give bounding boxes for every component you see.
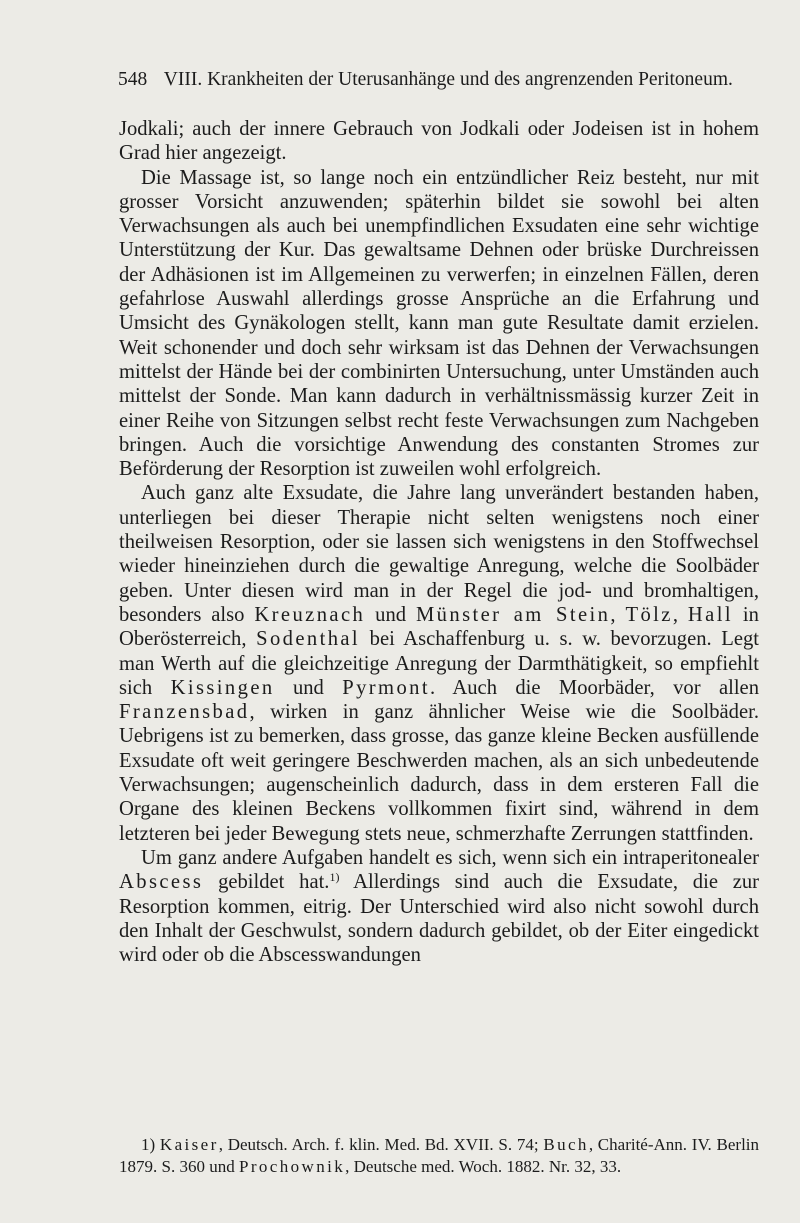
body-text [119,117,759,967]
place-name: Hall [687,603,733,626]
text-run: und [292,676,324,699]
paragraph-3 [119,481,759,845]
author-name: Prochownik [238,1157,346,1176]
text-run: , wirken in ganz ähnlicher Weise wie die Soolbäder. Uebrigens ist zu bemerken, dass grosse, das ganze kleine Becken ausfüllende Exsudate oft weit geringere Beschwerden machen, als an sich unbedeutende Verwachsungen; augenscheinlich dadurch, dass in dem ersteren Fall die Organe des kleinen Beckens vollkommen fixirt sind, während in dem letzteren bei jeder Bewegung stets neue, schmerzhafte Zerrungen stattfinden. [119,701,759,845]
paragraph-1: Jodkali; auch der innere Gebrauch von Jodkali oder Jodeisen ist in hohem Grad hier angezeigt. [119,118,759,165]
place-name: Münster am Stein [415,603,611,626]
place-name: Sodenthal [256,628,361,651]
text-run: , [610,603,616,626]
footnote-mark: 1) [141,1135,156,1154]
running-header [118,68,758,92]
text-run: Um ganz andere Aufgaben handelt es sich, wenn sich ein intraperitonealer [141,846,759,869]
place-name: Kissingen [170,676,275,699]
paragraph-4 [119,846,759,967]
text-run: in Oberösterreich, [119,603,759,651]
page-number: 548 [118,69,148,90]
text-run: , Deutsche med. Woch. 1882. Nr. 32, 33. [345,1157,622,1176]
paragraph-2: Die Massage ist, so lange noch ein entzündlicher Reiz besteht, nur mit grosser Vorsicht anzuwenden; späterhin bildet sie sowohl bei alten Verwachsungen als auch bei unempfindlichen Exsudaten eine sehr wichtige Unterstützung der Kur. Das gewaltsame Dehnen oder brüske Durchreissen der Adhäsionen ist im Allgemeinen zu verwerfen; in einzelnen Fällen, deren gefahrlose Auswahl allerdings grosse Ansprüche an die Erfahrung und Umsicht des Gynäkologen stellt, kann man gute Resultate damit erzielen. Weit schonender und doch sehr wirksam ist das Dehnen der Verwachsungen mittelst der Hände bei der combinirten Untersuchung, unter Umständen auch mittelst der Sonde. Man kann dadurch in verhältnissmässig kurzer Zeit in einer Reihe von Sitzungen selbst recht feste Verwachsungen zum Nachgeben bringen. Auch die vorsichtige Anwendung des constanten Stromes zur Beförderung der Resorption ist zuweilen wohl erfolgreich. [119,166,759,481]
text-run: , [672,603,678,626]
author-name: Kaiser [159,1135,219,1154]
footnote-reference[interactable]: 1) [329,870,340,885]
text-run: Allerdings sind auch die Exsudate, die zur Resorption kommen, eitrig. Der Unterschied wird also nicht sowohl durch den Inhalt der Geschwulst, sondern dadurch gebildet, ob der Eiter eingedickt wird oder ob die Abscesswandungen [119,871,760,967]
text-run: und [375,603,407,626]
text-run: , Charité-Ann. IV. Berlin 1879. S. 360 und [119,1135,760,1176]
emphasized-term: Abscess [119,871,204,894]
text-run: gebildet hat. [218,871,330,894]
running-title: VIII. Krankheiten der Uterusanhänge und des angrenzenden Peritoneum. [163,69,733,90]
place-name: Kreuznach [254,603,366,626]
author-name: Buch [543,1135,589,1154]
footnote [119,1134,759,1178]
text-run: bei Aschaffenburg u. s. w. bevorzugen. Legt man Werth auf die gleichzeitige Anregung der Darmthätigkeit, so empfiehlt sich [119,628,759,699]
text-run: Auch ganz alte Exsudate, die Jahre lang unverändert bestanden haben, unterliegen bei dieser Therapie nicht selten wenigstens noch einer theilweisen Resorption, oder sie lassen sich wenigstens in den Stoffwechsel wieder hineinziehen durch die gewaltige Anregung, welche die Soolbäder geben. Unter diesen wird man in der Regel die jod- und bromhaltigen, besonders also [119,482,759,626]
place-name: Franzensbad [119,701,250,724]
place-name: Tölz [625,603,673,626]
text-run: , Deutsch. Arch. f. klin. Med. Bd. XVII. S. 74; [218,1135,539,1154]
place-name: Pyrmont [342,676,430,699]
text-run: . Auch die Moorbäder, vor allen [429,676,759,699]
